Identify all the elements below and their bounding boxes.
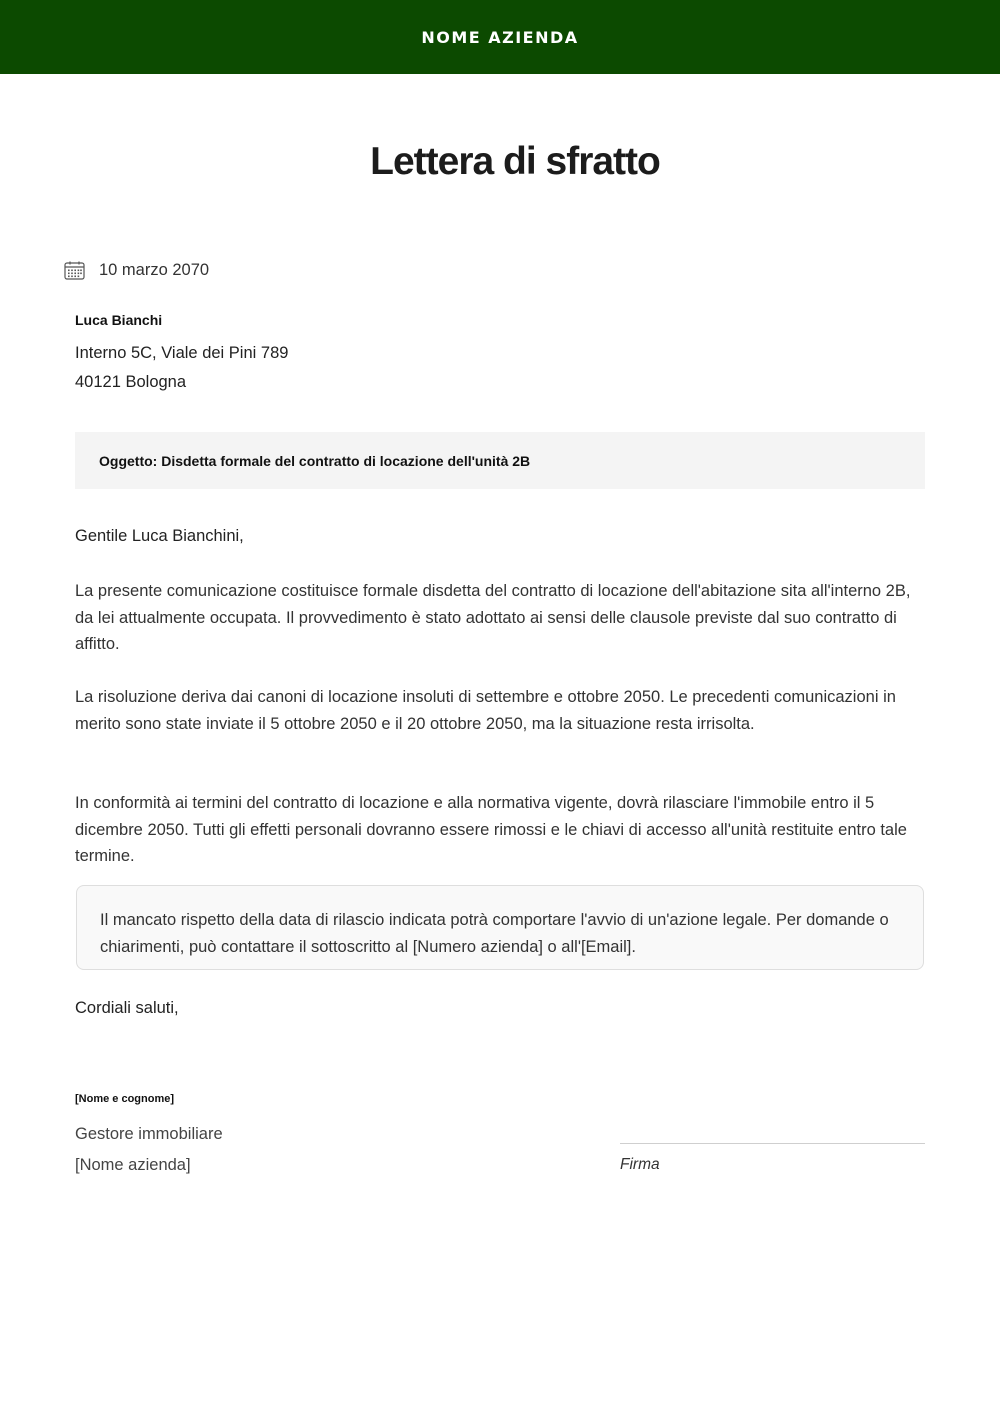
closing-salutation: Cordiali saluti, [75, 999, 179, 1017]
calendar-icon [64, 261, 85, 280]
company-name: NOME AZIENDA [421, 27, 579, 47]
legal-notice-box: Il mancato rispetto della data di rilascio indicata potrà comportare l'avvio di un'azione legale. Per domande o chiarimenti, può contattare il sottoscritto al [Numero azienda] o all'[Email]. [76, 885, 924, 970]
letter-date: 10 marzo 2070 [99, 261, 210, 279]
signatory-name: [Nome e cognome] [75, 1093, 175, 1105]
recipient-address-line1: Interno 5C, Viale dei Pini 789 [75, 344, 289, 362]
date-row [64, 261, 209, 280]
page-title: Lettera di sfratto [370, 140, 660, 183]
body-paragraph-3: In conformità ai termini del contratto di locazione e alla normativa vigente, dovrà rilasciare l'immobile entro il 5 dicembre 2050. Tutti gli effetti personali dovranno essere rimossi e le chiavi di accesso all'unità restituite entro tale termine. [75, 794, 907, 865]
recipient-block [75, 311, 288, 397]
body-paragraph-2: La risoluzione deriva dai canoni di locazione insoluti di settembre e ottobre 2050. Le precedenti comunicazioni in merito sono state inviate il 5 ottobre 2050 e il 20 ottobre 2050, ma la situazione resta irrisolta. [75, 688, 896, 733]
greeting: Gentile Luca Bianchini, [75, 527, 244, 545]
signature-line [620, 1143, 925, 1144]
body-paragraph-1: La presente comunicazione costituisce formale disdetta del contratto di locazione dell'abitazione sita all'interno 2B, da lei attualmente occupata. Il provvedimento è stato adottato ai sensi delle clausole previste dal suo contratto di affitto. [75, 582, 911, 653]
recipient-address-line2: 40121 Bologna [75, 373, 187, 391]
subject-box [75, 432, 925, 489]
signatory-company: [Nome azienda] [75, 1156, 191, 1174]
subject-text: Oggetto: Disdetta formale del contratto di locazione dell'unità 2B [99, 452, 531, 469]
header-bar [0, 0, 1000, 74]
signature-label: Firma [620, 1156, 660, 1173]
recipient-name: Luca Bianchi [75, 312, 163, 328]
signatory-role: Gestore immobiliare [75, 1125, 223, 1143]
